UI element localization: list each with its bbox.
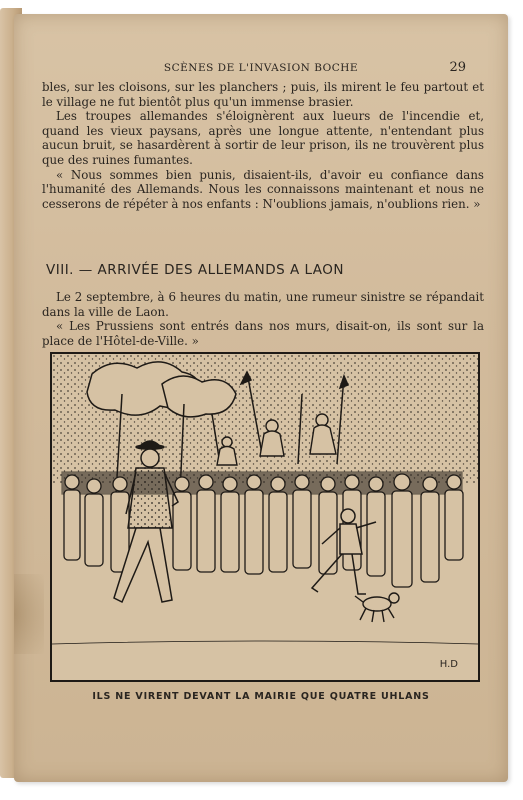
artist-signature: H.D — [439, 659, 458, 670]
illustration — [50, 352, 480, 682]
running-head: SCÈNES DE L'INVASION BOCHE — [163, 62, 359, 74]
paragraph: Les troupes allemandes s'éloignèrent aux lueurs de l'incendie et, quand les vieux paysans, après une longue attente, n'entendant plus aucun bruit, se hasardèrent à sortir de leur prison, ils ne trouvèrent plus que des ruines fumantes. — [42, 109, 484, 167]
page-stain — [14, 574, 44, 654]
paragraph: bles, sur les cloisons, sur les planchers ; puis, ils mirent le feu partout et le village ne fut bientôt plus qu'un immense brasier. — [42, 80, 484, 109]
book-page — [14, 14, 508, 782]
body-text-top — [42, 80, 484, 211]
page-number: 29 — [449, 60, 466, 75]
paragraph: Le 2 septembre, à 6 heures du matin, une rumeur sinistre se répandait dans la ville de Laon. — [42, 290, 484, 319]
section-title: VIII. — ARRIVÉE DES ALLEMANDS A LAON — [46, 262, 345, 278]
paragraph: « Nous sommes bien punis, disaient-ils, d'avoir eu confiance dans l'humanité des Allemands. Nous les connaissons maintenant et nous ne cesserons de répéter à nos enfants : N'oublions jamais, n'oublions rien. » — [42, 167, 484, 211]
ground-line — [52, 641, 478, 644]
dog — [355, 593, 399, 622]
paragraph: « Les Prussiens sont entrés dans nos murs, disait-on, ils sont sur la place de l'Hôtel-de-Ville. » — [42, 319, 484, 348]
body-text-section — [42, 290, 484, 348]
illustration-caption: ILS NE VIRENT DEVANT LA MAIRIE QUE QUATRE UHLANS — [92, 691, 430, 702]
crowd-scene-drawing — [52, 354, 478, 680]
